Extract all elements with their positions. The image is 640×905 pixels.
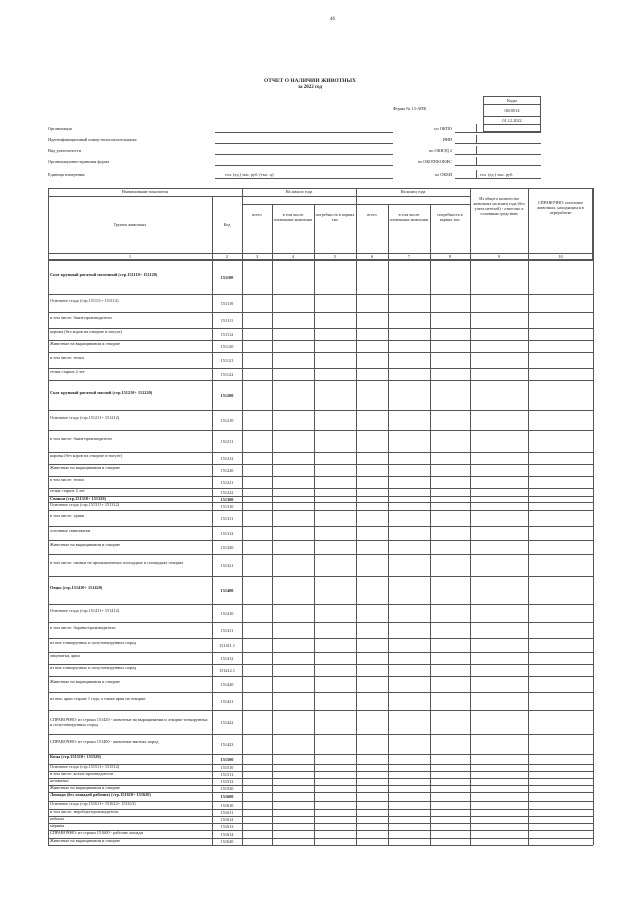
end-subcol-header: в том числе племенные животные (389, 212, 429, 222)
table-row-line (48, 352, 593, 353)
table-row-code: 151210 (220, 417, 234, 423)
table-row-label: Основное стадо (стр.151611+ 151612+ 151613) (50, 801, 136, 806)
begin-subcol-header: всего (252, 212, 262, 217)
requisite-value: гол. (ед.) тыс. руб. (тыс. ц) (225, 172, 274, 177)
table-row-label: в том числе: быки-производители (50, 436, 112, 441)
table-row-code: 151121 (220, 357, 234, 363)
table-row-label: в том числе: быки-производители (50, 315, 112, 320)
col-number: 4 (291, 254, 295, 259)
begin-subcol-header: в том числе племенные животные (273, 212, 313, 222)
table-row-code: 151110 (220, 300, 234, 306)
form-date: 01.12.2022 (502, 118, 522, 123)
col-number: 3 (255, 254, 259, 259)
col-number: 6 (370, 254, 374, 259)
table-row-code: 151211 (220, 438, 234, 444)
requisite-line (215, 154, 393, 155)
table-row-line (48, 638, 593, 639)
table-row-label: Основное стадо (стр.151411+ 151412) (50, 608, 120, 613)
table-row-line (48, 312, 593, 313)
table-row-line (48, 676, 593, 677)
requisite-line (215, 143, 393, 144)
table-col-line (212, 196, 213, 845)
table-row-label: в том числе: телки (50, 355, 84, 360)
end-subcol-header: всего (367, 212, 377, 217)
requisite-code-line (455, 154, 541, 155)
table-row-label: телки старше 2 лет (50, 488, 85, 493)
table-row-code: 151613 (220, 824, 234, 829)
table-row-code: 151611 (220, 810, 234, 815)
table-row-line (48, 526, 593, 527)
table-row-label: в том числе: телки (50, 477, 84, 482)
requisite-line (215, 165, 393, 166)
requisite-code-value: гол. (ед.) тыс. руб. (480, 172, 514, 177)
table-row-label: в том числе: жеребцы-производители (50, 809, 119, 814)
requisite-label: Вид деятельности (48, 148, 82, 153)
table-row-code: 151220 (220, 467, 234, 473)
table-col-line (356, 188, 357, 845)
table-row-line (48, 692, 593, 693)
table-row-code: 151300 (220, 496, 234, 502)
col-number: 7 (407, 254, 411, 259)
table-row-label: в том числе: бараны-производители (50, 625, 116, 630)
table-row-line (48, 430, 593, 431)
col-number: 10 (558, 254, 563, 259)
table-row-code: 151112 (220, 331, 234, 337)
requisite-label: Единица измерения: (48, 172, 86, 177)
table-col-line (388, 204, 389, 845)
table-row-code: 151200 (220, 392, 234, 398)
requisite-code-line (455, 143, 541, 144)
table-row-label: Скот крупный рогатый молочный (стр.151110+ 151120) (50, 272, 158, 277)
table-row-label: Основное стадо (стр.151311+ 151312) (50, 502, 120, 507)
page-number: 46 (330, 17, 335, 22)
requisite-code-label: по ОКЕИ (434, 172, 452, 177)
table-row-code: 151423 (220, 741, 234, 747)
table-col-line (242, 188, 243, 845)
form-label: Форма № 13-АПК (393, 106, 427, 111)
table-row-line (48, 604, 593, 605)
table-col-line (593, 188, 594, 845)
col-number: 2 (225, 254, 229, 259)
table-row-code: 151411 (220, 627, 234, 633)
requisite-label: Организационно-правовая форма (48, 159, 110, 164)
table-row-code: 151412 (220, 655, 234, 661)
table-row-code: 151422 (220, 719, 234, 725)
table-row-code: 151122 (220, 371, 234, 377)
table-row-code: 151321 (220, 562, 234, 568)
table-row-label: Животные на выращивании и откорме (50, 341, 121, 346)
table-row-code: 151212 (220, 455, 234, 461)
table-row-label: в том числе: хряки (50, 513, 85, 518)
report-title: ОТЧЕТ О НАЛИЧИИ ЖИВОТНЫХ (264, 78, 356, 84)
table-row-code: 151420 (220, 681, 234, 687)
group-begin-header: На начало года (285, 189, 313, 194)
col-indicator-header: Наименование показателя (121, 189, 169, 194)
table-row-line (48, 294, 593, 295)
table-row-label: Животные на выращивании и откорме (50, 679, 121, 684)
table-row-label: Лошади (без лошадей рабочих) (стр.151610+ 151620) (50, 792, 151, 797)
requisite-code-line (455, 165, 541, 166)
table-row-code: 151600 (220, 794, 234, 799)
table-row-label: из них: ярки старше 1 года, а также ярки на откорме (50, 696, 146, 701)
table-row-code: 151311 (220, 515, 234, 521)
end-subcol-header: потребность в кормах тыс (437, 212, 463, 222)
extra-col-1-header: Из общего количества животных на конец года (без учета нетелей) - отнесено к основным средствам (473, 196, 525, 216)
report-subtitle: за 2022 год (297, 85, 323, 90)
table-row-code: 151500 (220, 756, 234, 762)
table-row-line (48, 554, 593, 555)
table-row-label: основные свиноматки (50, 528, 91, 533)
table-row-code: 151612 (220, 817, 234, 822)
table-row-label: Основное стадо (стр.151211+ 151212) (50, 415, 120, 420)
table-row-label: СПРАВОЧНО: из строки 151400 - животные мясных пород (50, 739, 159, 744)
table-row-label: СПРАВОЧНО: из строки 151420 - животные на выращивании и откорме тонкорунных и полутонкорунных пород (50, 717, 208, 727)
table-row-code: 151400 (220, 587, 234, 593)
table-row-label: Овцы (стр.151410+ 151420) (50, 585, 103, 590)
table-row-label: Свиньи (стр.151310+ 151320) (50, 496, 106, 501)
table-row-label: Животные на выращивании и откорме (50, 785, 121, 790)
table-row-code: 151610 (220, 802, 234, 808)
table-row-code: 151320 (220, 544, 234, 550)
requisite-line (215, 132, 393, 133)
requisite-code-label: по ОКВЭД 2 (429, 148, 452, 153)
table-row-label: Скот крупный рогатый мясной (стр.151210+ 151220) (50, 390, 153, 395)
table-row-label: Животные на выращивании и откорме (50, 838, 121, 843)
table-row-code: 151411.1 (219, 642, 235, 648)
requisite-label: Идентификационный номер налогоплательщика (48, 137, 137, 142)
table-row-code: 151412.1 (218, 667, 236, 673)
table-row-code: 151100 (220, 274, 234, 280)
requisite-code-label: по ОКПО (434, 126, 452, 131)
table-col-line (314, 204, 315, 845)
table-row-code: 151512 (220, 779, 234, 784)
table-row-code: 151120 (220, 343, 234, 349)
table-row-line (48, 410, 593, 411)
table-row-label: из них тонкорунных и полутонкорунных пород (50, 665, 137, 670)
table-row-label: СПРАВОЧНО: из строки 151600 - рабочие лошади (50, 830, 143, 835)
table-row-code: 151222 (220, 489, 234, 495)
table-row-label: коровы (без коров на откорме и нагуле) (50, 329, 122, 334)
table-row-line (48, 510, 593, 511)
table-row-label: овцематки, ярки (50, 653, 80, 658)
table-row-label: коровы (без коров на откорме и нагуле) (50, 453, 122, 458)
table-row-line (48, 734, 593, 735)
table-col-line (528, 188, 529, 845)
table-row-label: Животные на выращивании и откорме (50, 465, 121, 470)
requisite-code-line (455, 178, 541, 179)
group-end-header: На конец года (400, 189, 426, 194)
begin-subcol-header: потребность в кормах тыс (315, 212, 355, 222)
requisite-code-label: ИНН (442, 137, 452, 142)
requisite-code-label: по ОКОПФ/ОКФС (417, 159, 452, 164)
table-row-code: 151310 (220, 503, 234, 509)
table-row-code: 151221 (220, 479, 234, 485)
table-row-line (48, 622, 593, 623)
table-row-label: Основное стадо (стр.151111+ 151112) (50, 298, 119, 303)
table-row-label: Козы (стр.151510+ 151520) (50, 754, 101, 759)
table-row-code: 151511 (220, 772, 234, 777)
table-row-label: Животные на выращивании и откорме (50, 542, 121, 547)
table-row-label: козоматки (50, 778, 69, 783)
table-row-line (48, 576, 593, 577)
table-col-line (48, 188, 49, 845)
table-row-line (48, 260, 593, 261)
table-row-code: 151620 (220, 839, 234, 844)
table-col-line (430, 204, 431, 845)
table-row-code: 151510 (220, 765, 234, 770)
table-row-label: мерины (50, 823, 65, 828)
table-row-label: в том числе: свиньи на промышленных площадках и площадках откорма (50, 560, 184, 565)
col-groups-header: Группы животных (113, 222, 147, 227)
table-row-label: из них тонкорунных и полутонкорунных пород (50, 640, 137, 645)
table-row-line (48, 380, 593, 381)
col-number: 5 (333, 254, 337, 259)
codes-header: Коды (507, 98, 517, 103)
table-row-label: в том числе: козлы-производители (50, 771, 113, 776)
form-code: 0610014 (504, 108, 520, 113)
requisite-label: Организация (48, 126, 72, 131)
table-row-line (48, 710, 593, 711)
col-number: 9 (497, 254, 501, 259)
table-row-code: 151410 (220, 610, 234, 616)
col-number: 1 (128, 254, 132, 259)
col-number: 8 (448, 254, 452, 259)
table-row-code: 151111 (220, 317, 234, 323)
table-row-code: 151614 (220, 831, 234, 837)
extra-col-2-header: СПРАВОЧНО: поголовье животных, находящихся в переработке (537, 200, 584, 215)
table-row-label: кобылы (50, 816, 65, 821)
requisite-code-line (455, 132, 541, 133)
col-code-header: Код (223, 222, 231, 227)
table-col-line (272, 204, 273, 845)
table-row-label: Основное стадо (стр.151511+ 151512) (50, 764, 120, 769)
requisite-line (215, 178, 393, 179)
table-row-code: 151421 (220, 698, 234, 704)
table-row-line (48, 540, 593, 541)
table-row-label: телки старше 2 лет (50, 369, 85, 374)
table-row-code: 151312 (220, 530, 234, 536)
table-col-line (470, 188, 471, 845)
table-row-code: 151520 (220, 786, 234, 791)
